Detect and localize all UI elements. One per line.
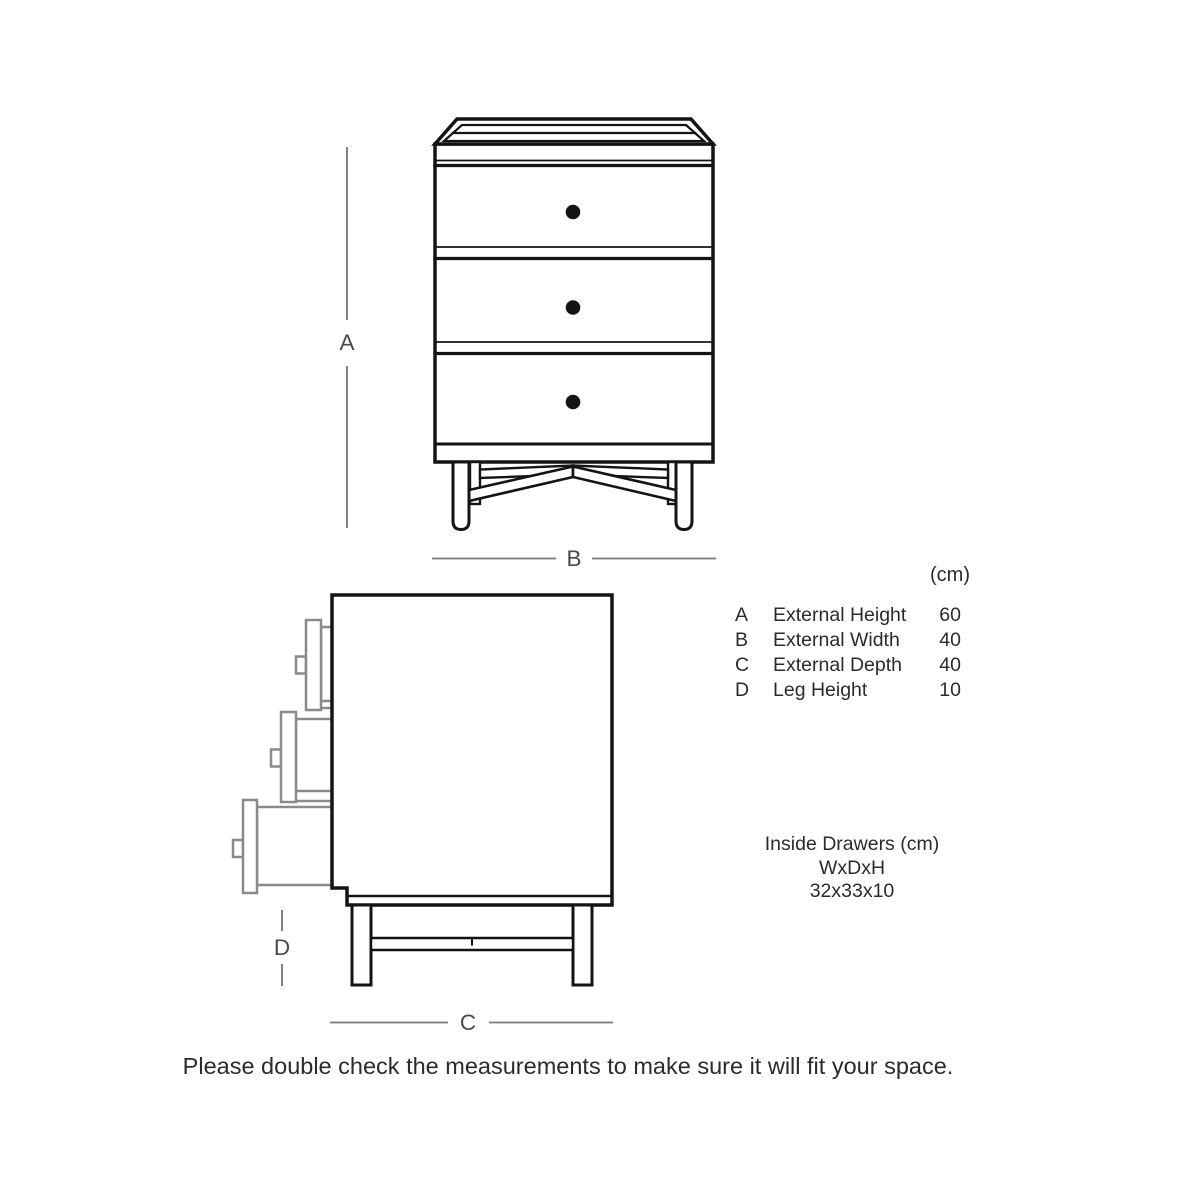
front-left-leg xyxy=(453,462,469,530)
row-value: 10 xyxy=(939,679,961,701)
row-value: 40 xyxy=(939,629,961,651)
inside-drawers-dims-label: WxDxH xyxy=(818,856,886,879)
dimension-label-A: A xyxy=(339,330,355,355)
knob-top-drawer xyxy=(566,205,581,220)
side-knob-bottom xyxy=(233,840,243,857)
inside-drawers-title: Inside Drawers (cm) xyxy=(764,833,940,855)
row-value: 40 xyxy=(939,654,961,676)
row-key: C xyxy=(735,654,750,676)
row-label: External Width xyxy=(773,629,900,651)
dimension-label-B: B xyxy=(566,546,582,571)
side-panel-bottom-drawer xyxy=(243,800,257,893)
table-row xyxy=(735,628,961,653)
row-key: D xyxy=(735,679,750,701)
side-front-leg xyxy=(352,905,371,985)
inside-drawers-dims-value: 32x33x10 xyxy=(809,880,895,902)
side-legs xyxy=(352,905,592,985)
side-knob-top xyxy=(296,657,306,674)
dimension-label-D: D xyxy=(273,935,291,960)
knob-middle-drawer xyxy=(566,300,581,315)
row-label: External Height xyxy=(773,604,907,626)
side-panel-top-drawer xyxy=(306,620,321,710)
front-legs xyxy=(453,462,692,530)
side-panel-middle-drawer xyxy=(281,712,296,802)
row-label: External Depth xyxy=(773,654,902,676)
inside-drawers-block xyxy=(727,833,977,904)
table-row xyxy=(735,603,961,628)
side-back-leg xyxy=(573,905,592,985)
front-tray-top xyxy=(435,119,713,144)
row-key: B xyxy=(735,629,749,651)
side-knob-middle xyxy=(271,750,281,767)
table-row xyxy=(735,653,961,678)
row-value: 60 xyxy=(939,604,961,626)
side-cabinet-panel xyxy=(332,595,612,905)
row-key: A xyxy=(735,604,749,626)
front-right-leg xyxy=(676,462,692,530)
table-row xyxy=(735,678,961,703)
fit-space-note: Please double check the measurements to make sure it will fit your space. xyxy=(182,1053,954,1079)
measurements-unit: (cm) xyxy=(930,564,970,586)
dimension-label-C: C xyxy=(459,1010,477,1035)
front-view-drawing xyxy=(347,119,716,559)
measurements-table xyxy=(735,603,961,703)
knob-bottom-drawer xyxy=(566,395,581,410)
row-label: Leg Height xyxy=(773,679,868,701)
